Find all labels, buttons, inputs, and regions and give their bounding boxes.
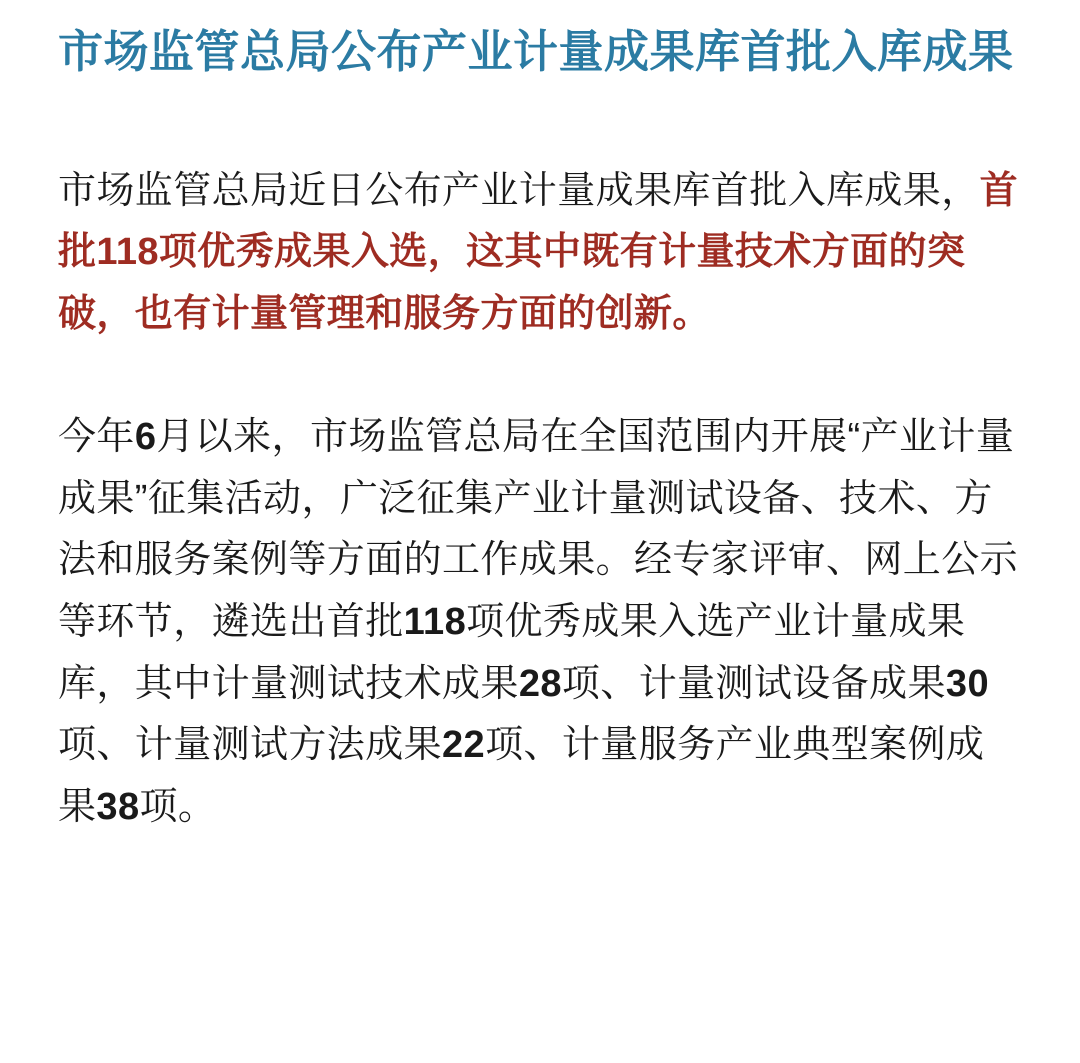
highlighted-text: 首批118项优秀成果入选，这其中既有计量技术方面的突破，也有计量管理和服务方面的创新。 bbox=[58, 169, 1019, 335]
page-title: 市场监管总局公布产业计量成果库首批入库成果 bbox=[58, 26, 1014, 77]
body-text: 项、计量测试方法成果 bbox=[58, 724, 443, 767]
emphasized-number: 30 bbox=[945, 662, 989, 705]
article-paragraph-1 bbox=[58, 161, 1022, 346]
article-paragraph-2 bbox=[58, 407, 1022, 838]
body-text: 市场监管总局近日公布产业计量成果库首批入库成果， bbox=[58, 169, 980, 212]
emphasized-number: 28 bbox=[518, 662, 562, 705]
body-text: 项、计量服务产业典型案例成果 bbox=[58, 724, 985, 828]
body-text: 今年 bbox=[58, 416, 135, 459]
emphasized-number: 38 bbox=[96, 785, 140, 828]
emphasized-number: 118 bbox=[403, 601, 467, 644]
body-text: 项、计量测试设备成果 bbox=[561, 662, 946, 705]
emphasized-number: 6 bbox=[134, 416, 157, 459]
body-text: 月以来，市场监管总局在全国范围内开展“产业计量成果”征集活动，广泛征集产业计量测试设备、技术、方法和服务案例等方面的工作成果。经专家评审、网上公示等环节，遴选出首批 bbox=[58, 416, 1019, 644]
body-text: 项优秀成果入选产业计量成果库，其中计量测试技术成果 bbox=[58, 601, 966, 705]
body-text: 项。 bbox=[139, 785, 217, 828]
emphasized-number: 22 bbox=[442, 724, 486, 767]
